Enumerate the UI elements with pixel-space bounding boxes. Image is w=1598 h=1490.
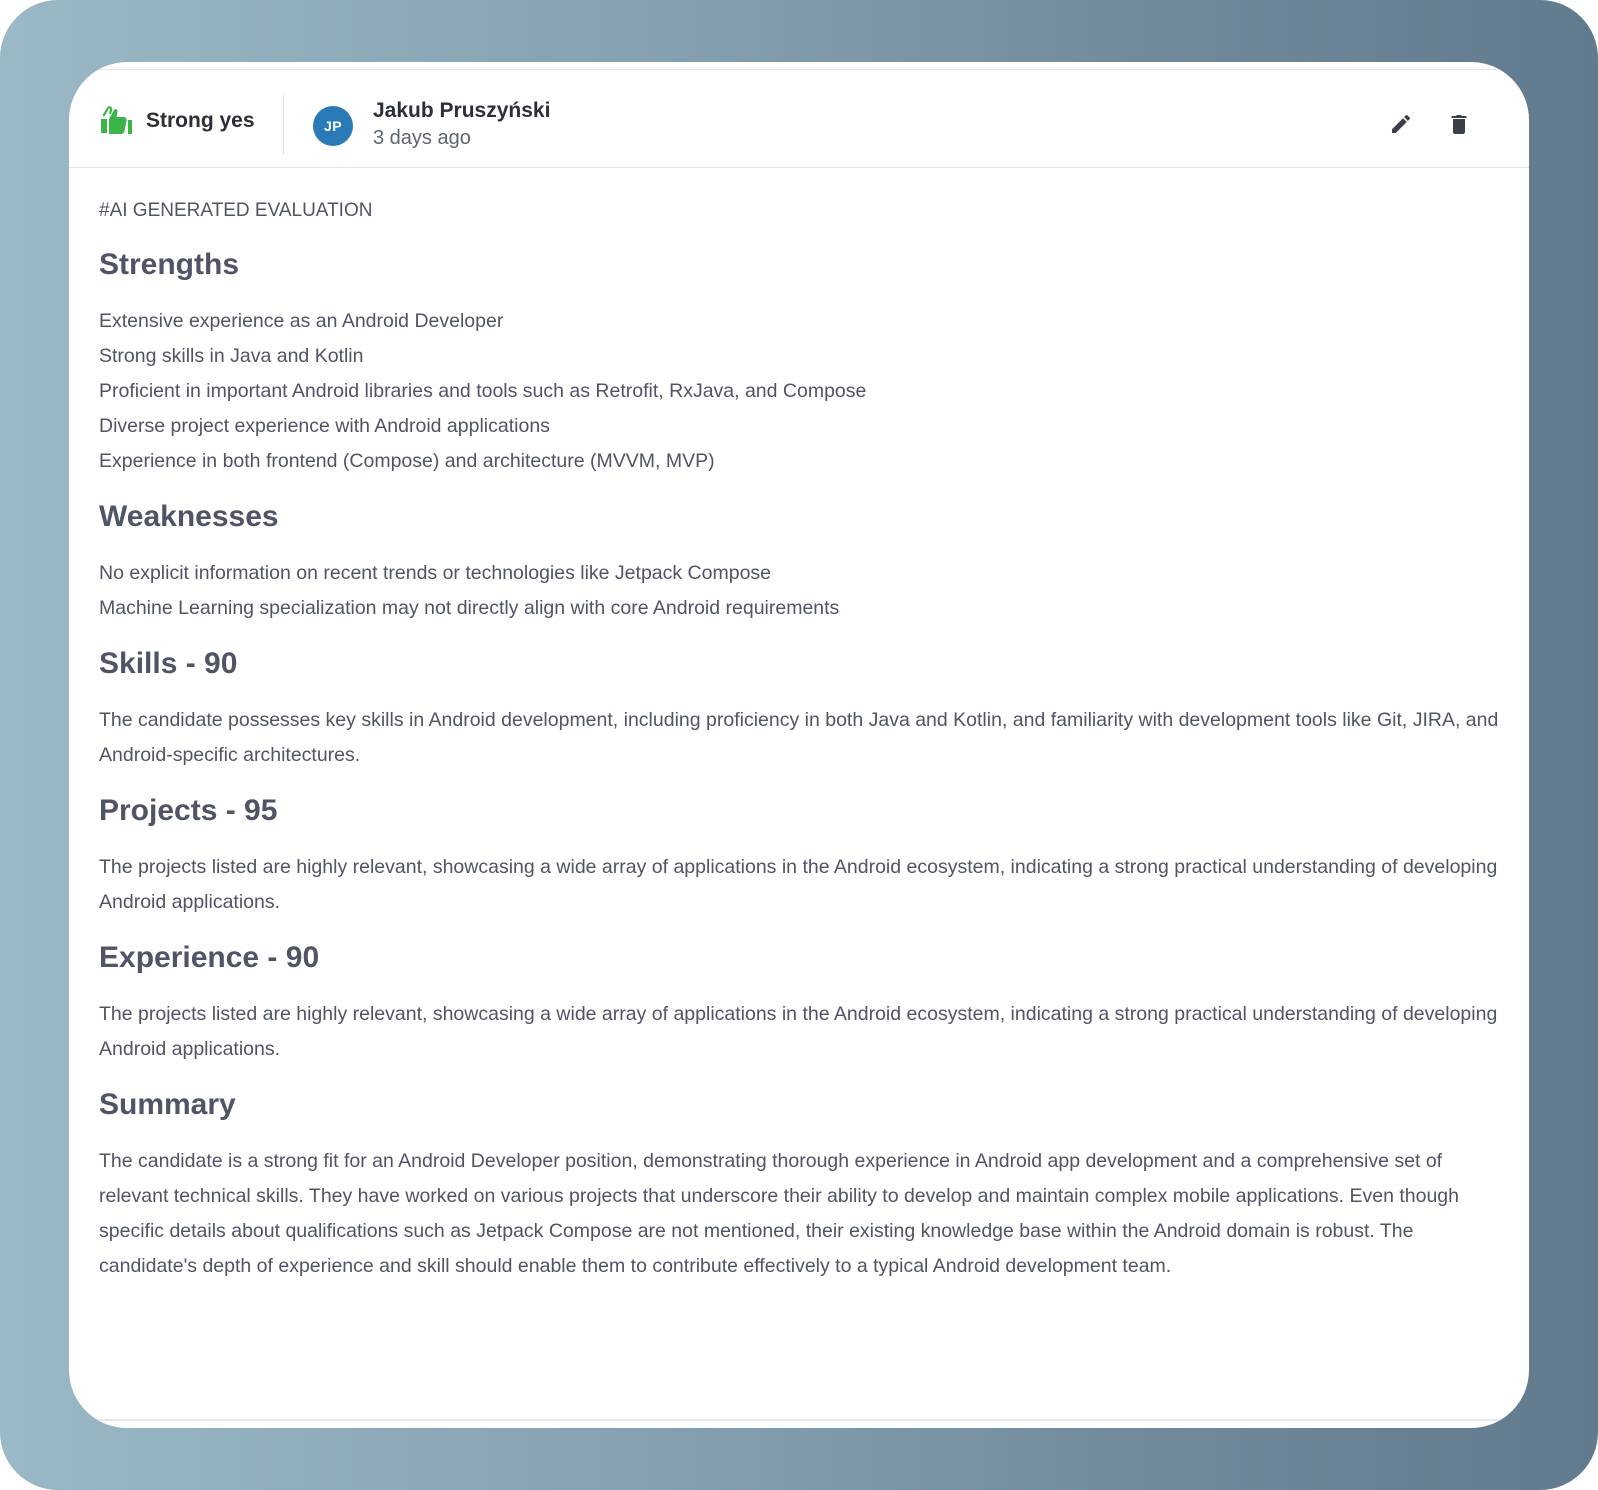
edit-button[interactable] [1387, 112, 1415, 140]
strengths-section [99, 246, 1499, 479]
header-divider [283, 95, 284, 155]
delete-button[interactable] [1445, 112, 1473, 140]
avatar: JP [313, 106, 353, 146]
projects-heading: Projects - 95 [99, 794, 278, 827]
strength-item: Extensive experience as an Android Developer [99, 310, 504, 332]
author-name: Jakub Pruszyński [373, 99, 551, 122]
projects-text: The projects listed are highly relevant, showcasing a wide array of applications in the Android ecosystem, indicating a strong practical understanding of developing Android applications. [99, 856, 1498, 913]
summary-section [99, 1086, 1499, 1284]
trash-icon [1447, 112, 1471, 141]
projects-section [99, 792, 1499, 920]
summary-text: The candidate is a strong fit for an Android Developer position, demonstrating thorough experience in Android app development and a comprehensive set of relevant technical skills. They have worked on various projects that underscore their ability to develop and maintain complex mobile applications. Even though specific details about qualifications such as Jetpack Compose are not mentioned, their existing knowledge base within the Android domain is robust. The candidate's depth of experience and skill should enable them to contribute effectively to a typical Android development team. [99, 1150, 1459, 1277]
weakness-item: Machine Learning specialization may not directly align with core Android requirements [99, 597, 840, 619]
weaknesses-section [99, 498, 1499, 626]
skills-heading: Skills - 90 [99, 647, 238, 680]
experience-section [99, 939, 1499, 1067]
summary-heading: Summary [99, 1088, 236, 1121]
pencil-icon [1389, 112, 1413, 141]
experience-heading: Experience - 90 [99, 941, 320, 974]
strengths-heading: Strengths [99, 248, 240, 281]
weaknesses-heading: Weaknesses [99, 500, 279, 533]
evaluation-header [69, 70, 1529, 168]
experience-text: The projects listed are highly relevant, showcasing a wide array of applications in the Android ecosystem, indicating a strong practical understanding of developing Android applications. [99, 1003, 1498, 1060]
weakness-item: No explicit information on recent trends or technologies like Jetpack Compose [99, 562, 772, 584]
strength-item: Strong skills in Java and Kotlin [99, 345, 364, 367]
strength-item: Diverse project experience with Android applications [99, 415, 550, 437]
ai-generated-tag: #AI GENERATED EVALUATION [99, 200, 373, 221]
double-thumbs-up-icon [98, 106, 134, 136]
skills-text: The candidate possesses key skills in Android development, including proficiency in both Java and Kotlin, and familiarity with development tools like Git, JIRA, and Android-specific architectures. [99, 709, 1499, 766]
evaluation-card [69, 62, 1529, 1428]
rating-badge [98, 105, 255, 137]
card-bottom-border [69, 1419, 1529, 1421]
strength-item: Proficient in important Android libraries and tools such as Retrofit, RxJava, and Compose [99, 380, 867, 402]
rating-label: Strong yes [146, 109, 255, 132]
evaluation-body [99, 198, 1499, 1303]
skills-section [99, 645, 1499, 773]
strength-item: Experience in both frontend (Compose) and architecture (MVVM, MVP) [99, 450, 715, 472]
timestamp: 3 days ago [373, 127, 471, 149]
